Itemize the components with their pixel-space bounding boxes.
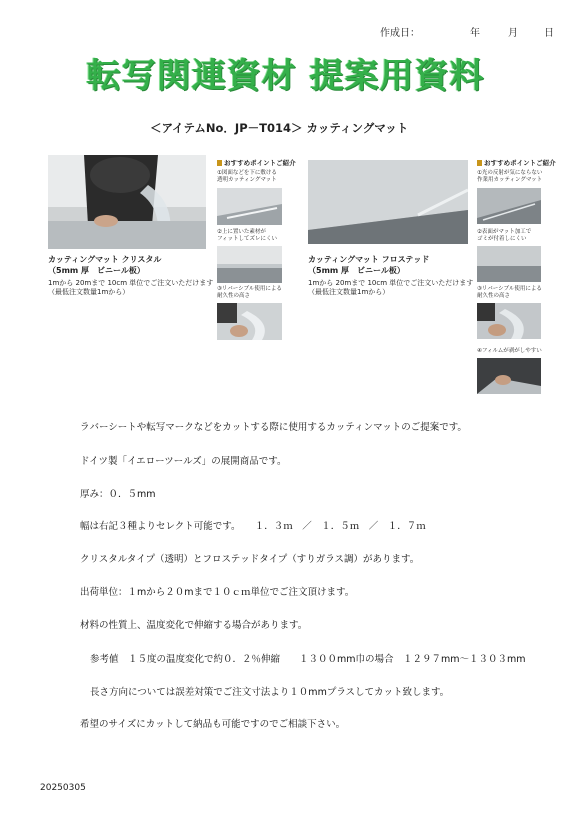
- product2-point1: [477, 170, 542, 184]
- product1-point2-photo: [217, 246, 282, 283]
- product2-point2-line1: ②表面がマット加工で: [477, 229, 532, 235]
- product1-point3-photo: [217, 303, 282, 340]
- product2-point3-line1: ③リバーシブル使用による: [477, 286, 542, 292]
- product2-point3: [477, 286, 542, 300]
- body-line-2: ドイツ製「イエローツールズ」の展開商品です。: [80, 456, 287, 467]
- square-bullet-icon: [477, 160, 482, 166]
- product2-point1-line2: 作業用カッティングマット: [477, 177, 543, 183]
- product1-point2: [217, 229, 277, 243]
- body-line-6: 出荷単位：１mから２０mまで１０ｃｍ単位でご注文頂けます。: [80, 587, 355, 598]
- item-heading: ＜アイテムNo．JP－T014＞ カッティングマット: [150, 121, 409, 135]
- product1-rec-heading: [217, 158, 296, 167]
- day-label: 日: [544, 28, 554, 39]
- product1-point3-line1: ③リバーシブル使用による: [217, 286, 282, 292]
- product2-rec-heading: [477, 158, 556, 167]
- product2-point4-photo: [477, 358, 541, 394]
- product2-name: カッティングマット フロステッド: [308, 255, 430, 264]
- product2-point1-photo: [477, 188, 541, 224]
- product1-name: カッティングマット クリスタル: [48, 255, 162, 264]
- body-line-9: 長さ方向については誤差対策でご注文寸法より１０mmプラスしてカット致します。: [90, 687, 450, 698]
- product1-main-photo: [48, 155, 206, 249]
- product1-point2-line1: ②上に置いた素材が: [217, 229, 266, 235]
- product2-point1-line1: ①光の反射が気にならない: [477, 170, 543, 176]
- product1-point1-line2: 透明カッティングマット: [217, 177, 277, 183]
- product1-point3: [217, 286, 282, 300]
- product2-point3-photo: [477, 303, 541, 339]
- product1-point1-photo: [217, 188, 282, 225]
- body-line-3: 厚み：０．５mm: [80, 489, 156, 500]
- product1-point3-line2: 耐久性の高さ: [217, 293, 251, 299]
- product1-spec: （5mm 厚 ビニール板）: [48, 266, 145, 275]
- body-line-4: 幅は右記３種よりセレクト可能です。 １．３ｍ ／ １．５ｍ ／ １．７ｍ: [80, 521, 426, 532]
- page-title: 転写関連資材 提案用資料: [86, 56, 485, 96]
- product1-note2: （最低注文数量1mから）: [48, 288, 130, 296]
- product1-point2-line2: フィットしてズレにくい: [217, 236, 278, 242]
- month-label: 月: [508, 28, 518, 39]
- product2-point2-line2: ゴミが付着しにくい: [477, 236, 527, 242]
- product1-point1: [217, 170, 277, 184]
- year-label: 年: [470, 28, 480, 39]
- product2-spec: （5mm 厚 ビニール板）: [308, 266, 405, 275]
- product2-rec-heading-text: おすすめポイントご紹介: [484, 159, 556, 167]
- product1-rec-heading-text: おすすめポイントご紹介: [224, 159, 296, 167]
- product2-note2: （最低注文数量1mから）: [308, 288, 390, 296]
- product2-point4: [477, 348, 542, 355]
- product2-point4-line1: ④フィルムが剥がしやすい: [477, 348, 542, 354]
- document-code: 20250305: [40, 783, 86, 793]
- product2-main-photo: [308, 160, 468, 244]
- body-line-5: クリスタルタイプ（透明）とフロステッドタイプ（すりガラス調）があります。: [80, 554, 420, 565]
- product2-point3-line2: 耐久性の高さ: [477, 293, 511, 299]
- body-line-7: 材料の性質上、温度変化で伸縮する場合があります。: [80, 620, 308, 631]
- body-line-1: ラバーシートや転写マークなどをカットする際に使用するカッティンマットのご提案です。: [80, 422, 467, 433]
- product1-point1-line1: ①図面などを下に敷ける: [217, 170, 277, 176]
- product2-note1: 1mから 20mまで 10cm 単位でご注文いただけます: [308, 279, 474, 287]
- product1-note1: 1mから 20mまで 10cm 単位でご注文いただけます: [48, 279, 214, 287]
- body-line-10: 希望のサイズにカットして納品も可能ですのでご相談下さい。: [80, 719, 346, 730]
- created-label: 作成日：: [380, 28, 420, 39]
- product2-point2: [477, 229, 531, 243]
- body-line-8: 参考値 １５度の温度変化で約０．２％伸縮 １３００mm巾の場合 １２９７mm～１３０３mm: [90, 654, 526, 665]
- square-bullet-icon: [217, 160, 222, 166]
- product2-point2-photo: [477, 246, 541, 282]
